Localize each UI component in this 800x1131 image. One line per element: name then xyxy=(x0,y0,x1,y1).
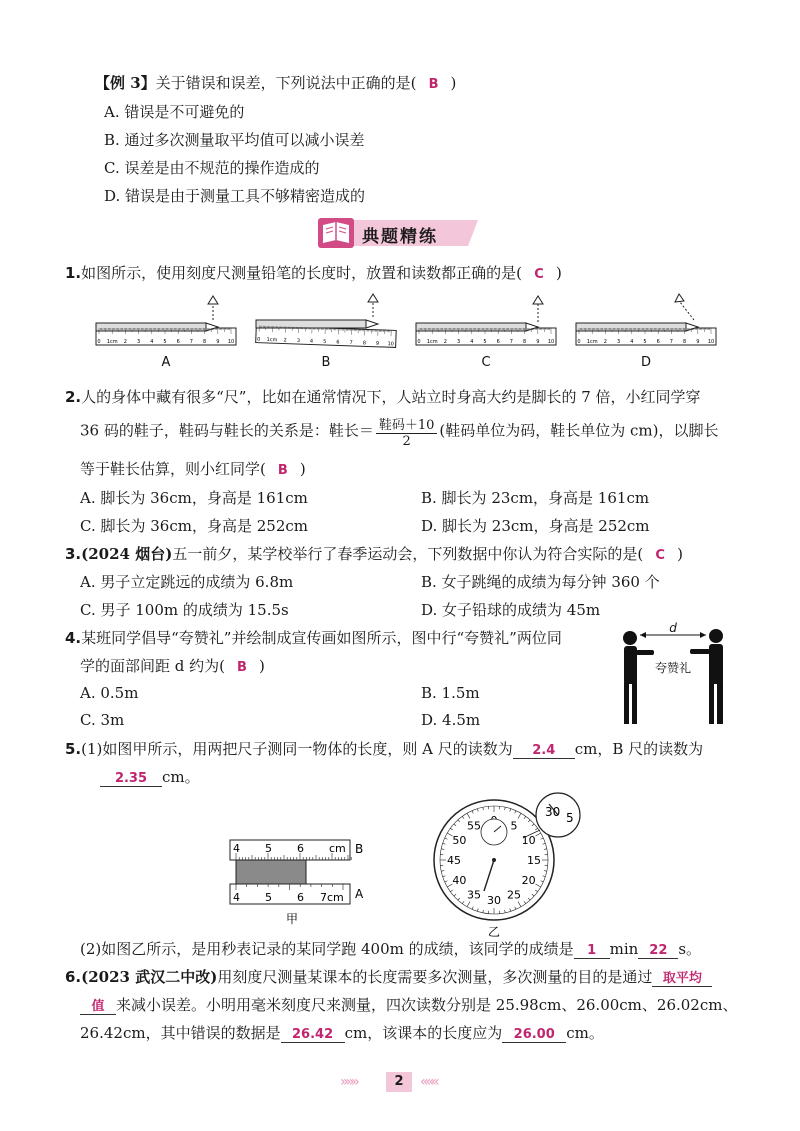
section-title: 典题精练 xyxy=(362,227,438,247)
ruler-tick-label: 0 xyxy=(577,339,581,345)
q2-option-d: D. 脚长为 23cm，身高是 252cm xyxy=(421,517,650,535)
ruler-option-b xyxy=(256,294,397,370)
ruler-tick-label: 2 xyxy=(603,339,607,345)
q5-answer-a: 2.4 xyxy=(513,743,575,759)
q1-figure xyxy=(88,290,748,370)
q2-option-c: C. 脚长为 36cm，身高是 252cm xyxy=(80,517,308,535)
ruler-tick-label: 10 xyxy=(387,341,395,348)
q4-option-b: B. 1.5m xyxy=(421,684,480,702)
ruler-tick-label: 10 xyxy=(547,339,555,345)
ruler-b xyxy=(230,840,363,860)
q5-figure-jia xyxy=(228,838,378,933)
ruler-tick-label: 6 xyxy=(496,339,500,345)
eye-icon xyxy=(533,296,543,304)
chevron-left-icon: ««« xyxy=(420,1074,437,1090)
svg-text:6: 6 xyxy=(297,842,304,855)
dial-label: 20 xyxy=(521,874,536,887)
ruler-tick-label: 3 xyxy=(296,337,301,345)
ruler-tick-label: 10 xyxy=(707,339,715,345)
ruler-tick-label: 2 xyxy=(123,339,127,345)
q5-figure-yi xyxy=(428,790,588,940)
example3-answer: B xyxy=(428,77,439,92)
q5-answer-c: 1 xyxy=(574,943,610,959)
q2-answer: B xyxy=(277,463,288,478)
q5-part2: (2)如图乙所示，是用秒表记录的某同学跑 400m 的成绩，该同学的成绩是 1 min 22 s。 xyxy=(80,940,702,958)
dial-label: 45 xyxy=(447,854,461,867)
q3-option-a: A. 男子立定跳远的成绩为 6.8m xyxy=(80,573,294,591)
ruler-tick-label: 3 xyxy=(457,339,461,345)
ruler-tick-label: 1cm xyxy=(106,339,118,345)
figure-label-yi: 乙 xyxy=(487,925,501,939)
ruler-tick-label: 10 xyxy=(227,339,235,345)
example3-option-b: B. 通过多次测量取平均值可以减小误差 xyxy=(104,131,365,149)
q4-option-d: D. 4.5m xyxy=(421,711,481,729)
eye-icon xyxy=(208,296,218,304)
q1-answer: C xyxy=(534,267,544,282)
ruler-tick-label: 7 xyxy=(509,339,513,345)
ruler-tick-label: 1cm xyxy=(266,336,278,344)
ruler-tick-label: 7 xyxy=(189,339,193,345)
q6-line1: 6.(2023 武汉二中改)用刻度尺测量某课本的长度需要多次测量，多次测量的目的是通过 取平均 xyxy=(65,966,712,987)
ruler-tick-label: 4 xyxy=(309,338,314,345)
dial-label: 50 xyxy=(452,834,467,847)
q6-answer-a1: 取平均 xyxy=(652,967,712,987)
example3-option-c: C. 误差是由不规范的操作造成的 xyxy=(104,159,320,177)
svg-text:4: 4 xyxy=(233,891,240,904)
dial-label: 5 xyxy=(510,819,518,833)
q6-answer-c: 26.00 xyxy=(502,1027,566,1043)
measured-object xyxy=(236,860,306,884)
svg-text:6: 6 xyxy=(297,891,304,904)
eye-icon xyxy=(675,294,684,302)
q6-line2: 值 来减小误差。小明用毫米刻度尺来测量，四次读数分别是 25.98cm、26.00cm、26.02cm、 xyxy=(80,994,737,1015)
q4-option-c: C. 3m xyxy=(80,711,125,729)
ruler-tick-label: 3 xyxy=(617,339,621,345)
ruler-tick-label: 2 xyxy=(283,337,287,344)
q3-option-b: B. 女子跳绳的成绩为每分钟 360 个 xyxy=(421,573,660,591)
q5-part1-line2: 2.35 cm。 xyxy=(100,766,200,787)
q5-answer-b: 2.35 xyxy=(100,771,162,787)
ruler-tick-label: 0 xyxy=(257,336,261,343)
ruler-tick-label: 9 xyxy=(216,339,220,345)
ruler-tick-label: 2 xyxy=(443,339,447,345)
ruler-tick-label: 6 xyxy=(336,339,340,346)
chevron-right-icon: »»» xyxy=(340,1074,357,1090)
ruler-tick-label: 0 xyxy=(97,339,101,345)
ruler-tick-label: 7 xyxy=(669,339,673,345)
q2-option-b: B. 脚长为 23cm，身高是 161cm xyxy=(421,489,650,507)
dial-label: 40 xyxy=(452,874,467,887)
dial-label: 15 xyxy=(527,854,541,867)
person-right xyxy=(690,629,723,724)
ruler-tick-label: 9 xyxy=(536,339,540,345)
q4-line1: 4.某班同学倡导“夸赞礼”并绘制成宣传画如图所示，图中行“夸赞礼”两位同 xyxy=(65,629,562,647)
example3-label: 【例 3】 xyxy=(95,74,156,92)
figure-caption: 夸赞礼 xyxy=(654,661,692,675)
ruler-tick-label: 6 xyxy=(176,339,180,345)
section-banner xyxy=(318,216,478,250)
svg-text:4: 4 xyxy=(233,842,240,855)
dial-label: 25 xyxy=(507,888,521,902)
q3-option-c: C. 男子 100m 的成绩为 15.5s xyxy=(80,601,289,619)
ruler-tick-label: 5 xyxy=(163,339,167,345)
q2-fraction: $\frac{\text{鞋码＋10}}{2}$ xyxy=(376,414,438,449)
ruler-label-d: D xyxy=(640,355,652,370)
eye-icon xyxy=(368,294,378,302)
dial-label: 10 xyxy=(521,834,536,847)
ruler-b-label: B xyxy=(355,842,364,856)
q6-answer-b: 26.42 xyxy=(281,1027,345,1043)
q4-answer: B xyxy=(237,660,247,675)
ruler-label-b: B xyxy=(321,355,331,370)
example3-option-d: D. 错误是由于测量工具不够精密造成的 xyxy=(104,187,366,205)
example3-stem: 【例 3】关于错误和误差，下列说法中正确的是( B ) xyxy=(95,74,457,92)
ruler-tick-label: 1cm xyxy=(586,339,598,345)
q4-option-a: A. 0.5m xyxy=(80,684,139,702)
ruler-a xyxy=(230,884,364,904)
ruler-tick-label: 5 xyxy=(323,338,327,346)
ruler-label-a: A xyxy=(161,355,171,370)
example3-option-a: A. 错误是不可避免的 xyxy=(104,103,245,121)
q2-line1: 2.人的身体中藏有很多“尺”，比如在通常情况下，人站立时身高大约是脚长的 7 倍，小红同学穿 xyxy=(65,388,701,406)
figure-label-jia: 甲 xyxy=(285,912,299,926)
dial-label: 35 xyxy=(467,888,481,902)
q4-figure xyxy=(612,622,742,732)
ruler-option-c xyxy=(416,296,556,370)
ruler-tick-label: 8 xyxy=(683,339,687,345)
ruler-tick-label: 4 xyxy=(150,339,154,345)
q3-source: (2024 烟台) xyxy=(81,545,173,563)
q6-answer-a2: 值 xyxy=(80,995,116,1015)
ruler-tick-label: 9 xyxy=(696,339,700,345)
ruler-tick-label: 0 xyxy=(417,339,421,345)
q5-answer-d: 22 xyxy=(638,943,678,959)
q4-line2: 学的面部间距 d 约为( B ) xyxy=(80,657,265,675)
svg-text:7cm: 7cm xyxy=(320,891,344,904)
dial-label: 30 xyxy=(487,894,501,907)
ruler-tick-label: 6 xyxy=(656,339,660,345)
ruler-tick-label: 4 xyxy=(470,339,474,345)
person-left xyxy=(623,631,654,724)
ruler-option-a xyxy=(96,296,236,370)
dial-label: 55 xyxy=(467,819,481,833)
ruler-tick-label: 3 xyxy=(137,339,141,345)
svg-text:30: 30 xyxy=(545,805,561,819)
ruler-tick-label: 1cm xyxy=(426,339,438,345)
ruler-tick-label: 7 xyxy=(349,339,353,346)
ruler-tick-label: 8 xyxy=(362,340,367,347)
q6-line3: 26.42cm，其中错误的数据是 26.42 cm，该课本的长度应为 26.00 cm。 xyxy=(80,1024,604,1042)
ruler-tick-label: 9 xyxy=(375,340,380,347)
page-number: 2 xyxy=(386,1072,412,1092)
ruler-tick-label: 5 xyxy=(483,339,487,345)
q5-part1: 5.(1)如图甲所示，用两把尺子测同一物体的长度，则 A 尺的读数为 2.4 cm，B 尺的读数为 xyxy=(65,740,704,758)
ruler-a-label: A xyxy=(355,887,364,901)
svg-text:5: 5 xyxy=(566,811,574,825)
q3-option-d: D. 女子铅球的成绩为 45m xyxy=(421,601,601,619)
svg-text:5: 5 xyxy=(265,891,272,904)
svg-text:cm: cm xyxy=(329,842,346,855)
ruler-option-d xyxy=(576,294,716,370)
q3-answer: C xyxy=(655,548,665,563)
q2-option-a: A. 脚长为 36cm，身高是 161cm xyxy=(80,489,308,507)
figure-d-label: d xyxy=(669,622,677,635)
q6-source: (2023 武汉二中改) xyxy=(81,968,218,986)
ruler-tick-label: 8 xyxy=(203,339,207,345)
ruler-label-c: C xyxy=(481,355,491,370)
ruler-tick-label: 5 xyxy=(643,339,647,345)
ruler-tick-label: 4 xyxy=(630,339,634,345)
q3-stem: 3.(2024 烟台)五一前夕，某学校举行了春季运动会，下列数据中你认为符合实际的是( C ) xyxy=(65,545,684,563)
svg-text:5: 5 xyxy=(265,842,272,855)
q1-stem: 1.如图所示，使用刻度尺测量铅笔的长度时，放置和读数都正确的是( C ) xyxy=(65,264,562,282)
q2-line2: 36 码的鞋子，鞋码与鞋长的关系是：鞋长＝ $\frac{\text{鞋码＋10}}{2}$ (鞋码单位为码，鞋长单位为 cm)，以脚长 xyxy=(80,414,719,449)
q2-line3: 等于鞋长估算，则小红同学( B ) xyxy=(80,460,306,478)
ruler-tick-label: 8 xyxy=(523,339,527,345)
page-number-bar xyxy=(340,1072,460,1094)
